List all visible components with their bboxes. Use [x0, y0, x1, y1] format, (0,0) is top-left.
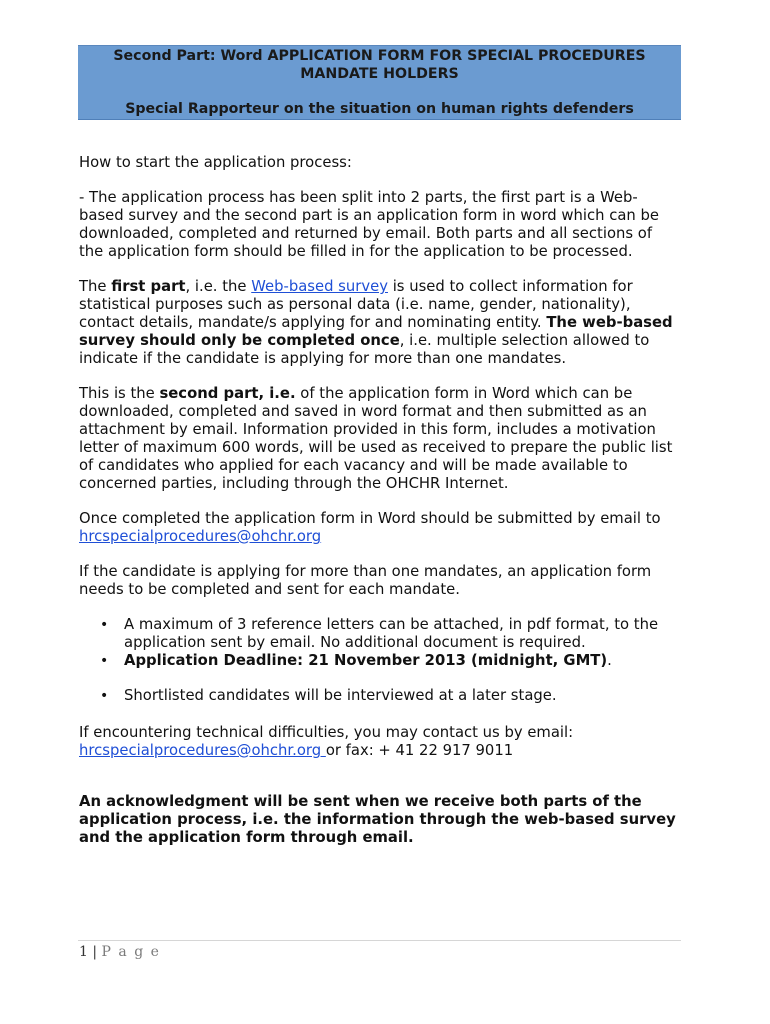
- bullet-icon: •: [100, 653, 109, 669]
- text: Once completed the application form in Word should be submitted by email to: [79, 510, 661, 527]
- header-title-line2: MANDATE HOLDERS: [300, 66, 459, 82]
- header-banner: [78, 45, 681, 120]
- text: A maximum of 3 reference letters can be attached, in pdf format, to the application sent by email. No additional document is required.: [124, 616, 659, 651]
- bold-text: first part: [111, 278, 186, 295]
- text: of the application form in Word which can be downloaded, completed and saved in word format and then submitted as an attachment by email. Information provided in this form, includes a motivation letter of maximum 600 words, will be used as received to prepare the public list of candidates who applied for each vacancy and will be made available to concerned parties, including through the OHCHR Internet.: [79, 385, 673, 492]
- list-spacer: [79, 670, 679, 687]
- list-item: [79, 652, 679, 670]
- text: Shortlisted candidates will be interviewed at a later stage.: [124, 687, 557, 704]
- text: .: [607, 652, 612, 669]
- page-number: 1: [79, 944, 88, 960]
- header-title-line1: Second Part: Word APPLICATION FORM FOR SPECIAL PROCEDURES: [113, 48, 646, 64]
- bullet-icon: •: [100, 688, 109, 704]
- document-body: [79, 154, 679, 864]
- list-item: [79, 616, 679, 652]
- bullet-icon: •: [100, 617, 109, 633]
- bullet-list: [79, 616, 679, 705]
- submit-paragraph: [79, 510, 679, 546]
- first-part-paragraph: [79, 278, 679, 368]
- text: If encountering technical difficulties, you may contact us by email:: [79, 724, 574, 741]
- footer-divider: [78, 940, 681, 941]
- text: , i.e. the: [185, 278, 252, 295]
- header-subtitle: Special Rapporteur on the situation on human rights defenders: [125, 101, 634, 117]
- contact-email-link[interactable]: hrcspecialprocedures@ohchr.org: [79, 742, 326, 759]
- contact-paragraph: [79, 724, 679, 760]
- second-part-paragraph: [79, 385, 679, 493]
- text: The: [79, 278, 112, 295]
- list-item: [79, 687, 679, 705]
- web-survey-link[interactable]: Web-based survey: [251, 278, 388, 295]
- deadline-text: Application Deadline: 21 November 2013 (midnight, GMT): [124, 652, 608, 669]
- multi-mandate-paragraph: If the candidate is applying for more than one mandates, an application form needs to be completed and sent for each mandate.: [79, 563, 652, 598]
- page-label: P a g e: [101, 944, 161, 960]
- fax-text: or fax: + 41 22 917 9011: [325, 742, 514, 759]
- email-link[interactable]: hrcspecialprocedures@ohchr.org: [79, 528, 322, 545]
- text: , i.e. multiple selection allowed to indicate if the candidate is applying for more than one mandates.: [79, 332, 650, 367]
- page-footer: [79, 944, 160, 960]
- intro-heading: How to start the application process:: [79, 154, 352, 171]
- text: This is the: [79, 385, 160, 402]
- intro-paragraph: - The application process has been split into 2 parts, the first part is a Web-based survey and the second part is an application form in word which can be downloaded, completed and returned by email. Both parts and all sections of the application form should be filled in for the application to be processed.: [79, 189, 659, 260]
- text: is used to collect information for statistical purposes such as personal data (i.e. name, gender, nationality), contact details, mandate/s applying for and nominating entity.: [79, 278, 633, 331]
- acknowledgment-paragraph: An acknowledgment will be sent when we receive both parts of the application process, i.e. the information through the web-based survey and the application form through email.: [79, 793, 676, 846]
- bold-text: second part, i.e.: [159, 385, 296, 402]
- bold-text: The web-based survey should only be completed once: [79, 314, 673, 349]
- footer-separator: |: [92, 944, 98, 960]
